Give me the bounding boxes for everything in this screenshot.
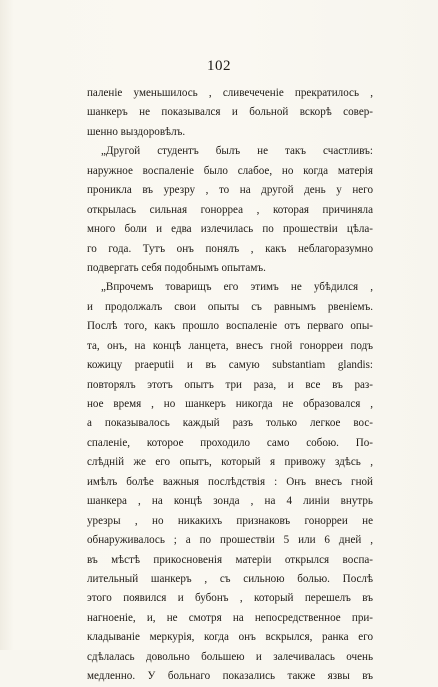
text-line: „Впрочемъ товарищъ его этимъ не убѣдился , bbox=[101, 281, 373, 294]
body-text bbox=[87, 84, 373, 687]
text-line: ное время , но шанкеръ никогда не образовался , bbox=[87, 398, 373, 410]
text-line: открылась сильная гонорреа , которая причиняла bbox=[87, 203, 373, 216]
text-line: спаленіе, которое проходило само собою. По- bbox=[87, 436, 373, 449]
text-line: урезры , но никакихъ признаковъ гонорреи не bbox=[87, 514, 373, 527]
text-line: проникла въ урезру , то на другой день у него bbox=[87, 184, 373, 197]
text-line: шанкера , на концѣ зонда , на 4 линіи внутрь bbox=[87, 495, 373, 508]
text-line: кладываніе меркурія, когда онъ вскрылся, ранка его bbox=[87, 631, 373, 644]
text-line: обнаруживалось ; а по прошествіи 5 или 6 дней , bbox=[87, 534, 373, 547]
text-line: сдѣлалась довольно большею и залечивалась очень bbox=[87, 650, 373, 663]
text-line: лительный шанкеръ , съ сильною болью. Послѣ bbox=[87, 572, 373, 585]
text-line: въ мѣстѣ прикосновенія матеріи открылся воспа- bbox=[87, 553, 373, 566]
text-line: нагноеніе, и, не смотря на непосредственное при- bbox=[87, 611, 373, 624]
text-line: шанкеръ не показывался и больной вскорѣ совер- bbox=[87, 106, 373, 119]
text-line: „Другой студентъ былъ не такъ счастливъ: bbox=[101, 145, 373, 158]
text-line: имѣлъ болѣе важныя послѣдствія : Онъ внесъ гной bbox=[87, 475, 373, 488]
text-line: медленно. У больнаго показались также язвы въ bbox=[87, 670, 373, 683]
text-line: и продолжалъ свои опыты съ равнымъ рвеніемъ. bbox=[87, 300, 373, 313]
text-line: та, онъ, на концѣ ланцета, внесъ гной гонорреи подъ bbox=[87, 339, 373, 352]
text-line: слѣдній же его опытъ, который я привожу здѣсь , bbox=[87, 456, 373, 469]
text-line: повторялъ этотъ опытъ три раза, и все въ раз- bbox=[87, 378, 373, 391]
text-line: Послѣ того, какъ прошло воспаленіе отъ перваго опы- bbox=[87, 320, 373, 333]
text-line: наружное воспаленіе было слабое, но когда матерія bbox=[87, 164, 373, 177]
text-line: много боли и едва излечилась по прошествіи цѣла- bbox=[87, 223, 373, 236]
page-number: 102 bbox=[207, 58, 231, 74]
text-line: паленіе уменьшилось , сливечеченіе прекратилось , bbox=[87, 87, 373, 99]
text-line: го года. Тутъ онъ понялъ , какъ неблагоразумно bbox=[87, 242, 373, 255]
text-line: подвергать себя подобнымъ опытамъ. bbox=[87, 261, 266, 274]
text-line: шенно выздоровѣлъ. bbox=[87, 125, 186, 138]
text-line: кожицу praeputii и въ самую substantiam glandis: bbox=[87, 359, 373, 372]
text-line: этого появился и бубонъ , который перешелъ въ bbox=[87, 592, 373, 605]
text-line: а показывалось каждый разъ только легкое вос- bbox=[87, 417, 373, 430]
